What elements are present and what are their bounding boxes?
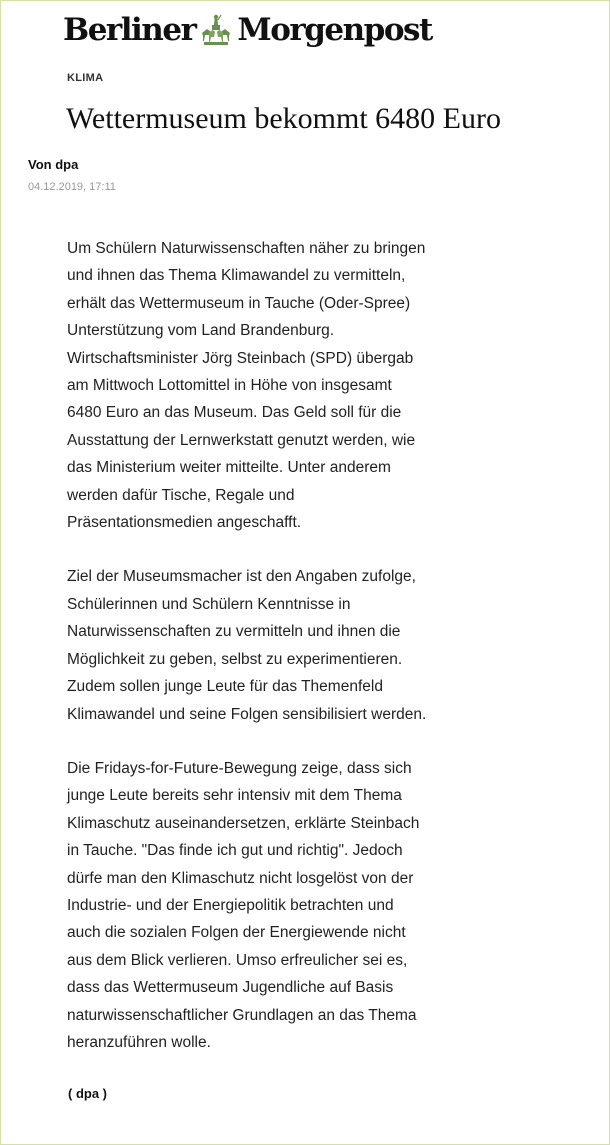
text-line: Unterstützung vom Land Brandenburg. bbox=[67, 322, 335, 340]
text-line: Um Schülern Naturwissenschaften näher zu bringen bbox=[67, 240, 426, 257]
text-line: Klimawandel und seine Folgen sensibilisiert werden. bbox=[67, 705, 427, 723]
masthead-name-left: Berliner bbox=[63, 12, 196, 48]
article-kicker[interactable]: KLIMA bbox=[67, 72, 104, 84]
text-line: auch die sozialen Folgen der Energiewende nicht bbox=[67, 924, 406, 942]
masthead-name-right: Morgenpost bbox=[237, 12, 432, 48]
text-line: das Ministerium weiter mitteilte. Unter anderem bbox=[67, 459, 391, 477]
text-line: dürfe man den Klimaschutz nicht losgelöst von der bbox=[67, 869, 414, 887]
text-line: Ausstattung der Lernwerkstatt genutzt werden, wie bbox=[67, 431, 416, 449]
text-line: Zudem sollen junge Leute für das Themenfeld bbox=[67, 678, 383, 696]
article-paragraph-3 bbox=[67, 755, 477, 1056]
text-line: werden dafür Tische, Regale und bbox=[67, 486, 295, 504]
text-line: erhält das Wettermuseum in Tauche (Oder-Spree) bbox=[67, 294, 411, 312]
article-date: 04.12.2019, 17:11 bbox=[28, 181, 116, 193]
article-headline: Wettermuseum bekommt 6480 Euro bbox=[66, 102, 501, 135]
text-line: Präsentationsmedien angeschafft. bbox=[67, 514, 302, 532]
article-source: ( dpa ) bbox=[68, 1086, 107, 1101]
text-line: Möglichkeit zu geben, selbst zu experimentieren. bbox=[67, 650, 403, 668]
article-paragraph-1 bbox=[67, 235, 477, 536]
article-author: Von dpa bbox=[28, 157, 79, 172]
text-line: Naturwissenschaften zu vermitteln und ihnen die bbox=[67, 623, 401, 641]
text-line: 6480 Euro an das Museum. Das Geld soll für die bbox=[67, 404, 402, 422]
text-line: dass das Wettermuseum Jugendliche auf Basis bbox=[67, 979, 394, 997]
quadriga-icon bbox=[199, 13, 233, 47]
masthead-logo[interactable] bbox=[63, 12, 432, 48]
text-line: und ihnen das Thema Klimawandel zu vermitteln, bbox=[67, 267, 406, 285]
text-line: am Mittwoch Lottomittel in Höhe von insgesamt bbox=[67, 377, 392, 395]
text-line: in Tauche. "Das finde ich gut und richtig". Jedoch bbox=[67, 842, 403, 860]
text-line: junge Leute bereits sehr intensiv mit dem Thema bbox=[67, 787, 402, 805]
text-line: Die Fridays-for-Future-Bewegung zeige, dass sich bbox=[67, 759, 412, 777]
text-line: Industrie- und der Energiepolitik betrachten und bbox=[67, 896, 394, 914]
article-body bbox=[67, 235, 477, 1083]
text-line: Schülerinnen und Schülern Kenntnisse in bbox=[67, 595, 351, 613]
text-line: Ziel der Museumsmacher ist den Angaben zufolge, bbox=[67, 568, 416, 586]
text-line: aus dem Blick verlieren. Umso erfreulicher sei es, bbox=[67, 951, 408, 969]
text-line: Wirtschaftsminister Jörg Steinbach (SPD) übergab bbox=[67, 349, 414, 367]
article-paragraph-2 bbox=[67, 563, 477, 727]
text-line: Klimaschutz auseinandersetzen, erklärte Steinbach bbox=[67, 814, 420, 832]
text-line: naturwissenschaftlicher Grundlagen an das Thema bbox=[67, 1006, 417, 1024]
text-line: heranzuführen wolle. bbox=[67, 1033, 211, 1051]
